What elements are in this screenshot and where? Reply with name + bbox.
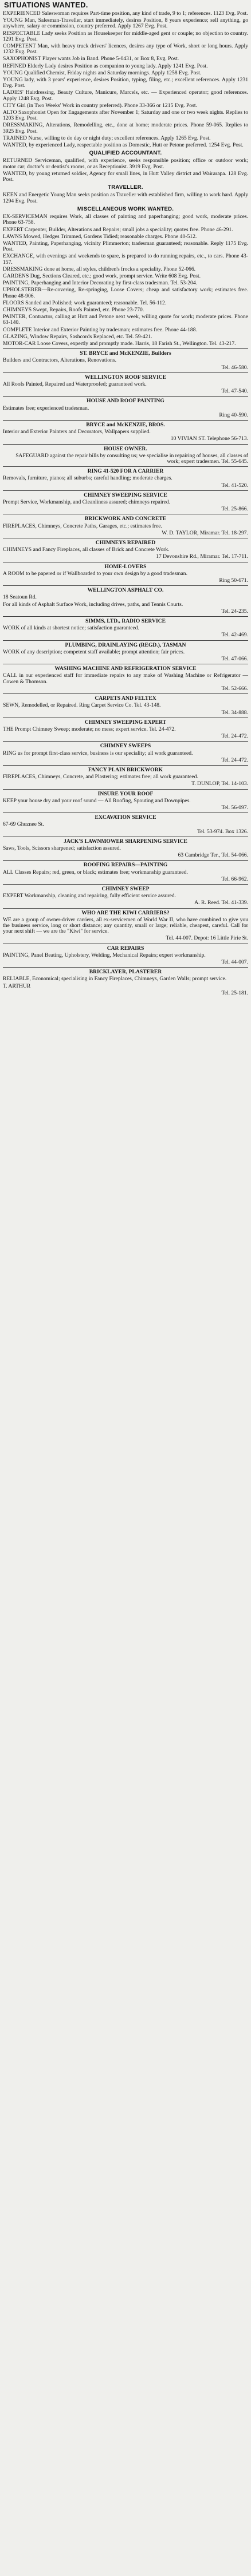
classified-ad: KEEN and Energetic Young Man seeks position as Traveller with established firm, willing to work hard. Apply 1294 Evg. Post.	[3, 192, 248, 204]
trade-title: CHIMNEY SWEEPING SERVICE	[84, 492, 167, 498]
trade-line: RING us for prompt first-class service, business is our speciality; all work guaranteed.	[3, 750, 193, 756]
trade-title: CHIMNEY SWEEPING EXPERT	[84, 719, 167, 726]
classified-ad: GARDENS Dug, Sections Cleared, etc.; good work, prompt service. Write 608 Evg. Post.	[3, 272, 201, 279]
trade-line: A ROOM to be papered or if Wallboarded to your own design by a good tradesman.	[3, 570, 187, 577]
trade-notice	[3, 562, 248, 584]
trade-line: Tel. 41-520.	[221, 482, 248, 489]
trade-notice	[3, 718, 248, 740]
divider	[3, 444, 248, 445]
trade-notice	[3, 396, 248, 418]
trade-line: 18 Seatoun Rd.	[3, 594, 37, 601]
classified-ad: CITY Girl (in Two Weeks' Work in country preferred). Phone 33-366 or 1215 Evg. Post.	[3, 102, 197, 109]
trade-notice	[3, 837, 248, 859]
trade-title: WELLINGTON ROOF SERVICE	[85, 374, 166, 381]
trade-line: EXPERT Workmanship, cleaning and repairing, fully efficient service assured.	[3, 893, 177, 899]
trade-line: ALL Classes Repairs; red, green, or black; estimates free; workmanship guaranteed.	[3, 869, 188, 875]
classified-ad: DRESSMAKING, Alterations, Remodelling, etc., done at home; moderate prices. Phone 59-065. Replies to 3925 Evg. Post.	[3, 122, 248, 134]
trade-title: EXCAVATION SERVICE	[95, 814, 156, 821]
classified-ad: YOUNG lady, with 3 years' experience, desires Position, typing, filing, etc.; excellent references. Apply 1231 Evg. Post.	[3, 77, 248, 89]
trade-title: RING 41-520 FOR A CARRIER	[87, 468, 164, 475]
classified-ad: ALTO Saxophonist Open for Engagements after November 1; Saturday and one or two week nights. Replies to 1203 Evg. Post.	[3, 109, 248, 122]
trade-notice	[3, 693, 248, 716]
trade-line: Tel. 47-540.	[221, 388, 248, 395]
page-title: SITUATIONS WANTED.	[4, 1, 88, 9]
divider	[3, 741, 248, 742]
trade-title: HOME-LOVERS	[104, 563, 147, 570]
trade-notice	[3, 490, 248, 513]
classified-ad: WANTED, by experienced Lady, respectable position as Domestic, Hutt or Petone preferred. 1254 Evg. Post.	[3, 142, 244, 149]
trade-notice	[3, 585, 248, 615]
trade-title: HOUSE OWNER.	[104, 445, 147, 452]
classified-ad: TRAINED Nurse, willing to do day or night duty; excellent references. Apply 1265 Evg. Post.	[3, 134, 211, 141]
divider	[3, 490, 248, 491]
trade-title: PLUMBING, DRAINLAYING (REGD.), TASMAN	[65, 641, 186, 648]
trade-title: CHIMNEY SWEEP	[101, 885, 150, 892]
trade-line: All Roofs Painted, Repaired and Waterproofed; guaranteed work.	[3, 381, 147, 387]
trades-list	[3, 348, 248, 996]
trade-line: FIREPLACES, Chimneys, Concrete Paths, Garages, etc.; estimates free.	[3, 522, 162, 529]
trade-title: CHIMNEYS REPAIRED	[95, 540, 156, 546]
trade-line: 10 VIVIAN ST. Telephone 56-713.	[170, 435, 248, 442]
trade-line: CALL in our experienced staff for immediate repairs to any make of Washing Machine or Refrigerator — Cowen & Thomson.	[3, 672, 248, 685]
trade-line: T. DUNLOP, Tel. 14-103.	[191, 780, 248, 787]
divider	[3, 466, 248, 467]
divider	[3, 693, 248, 694]
trade-notice	[3, 372, 248, 395]
trade-line: Tel. 42-469.	[221, 632, 248, 639]
trade-title: WHO ARE THE KIWI CARRIERS?	[81, 909, 170, 916]
classified-ad: MOTOR-CAR Loose Covers, expertly and promptly made. Harris, 18 Farish St., Wellington. Tel. 43-217.	[3, 340, 236, 347]
trade-title: JACK'S LAWNMOWER SHARPENING SERVICE	[64, 838, 187, 845]
trade-title: WASHING MACHINE AND REFRIGERATION SERVICE	[54, 665, 197, 672]
trade-line: SAFEGUARD against the repair bills by consulting us; we specialise in repairing of houses, all classes of work; expert tradesmen. Tel. 55-645.	[15, 452, 248, 465]
classified-ad: PAINTER, Contractor, calling at Hutt and Petone next week, willing quote for work; moderate prices. Phone 63-140.	[3, 314, 248, 326]
trade-title: HOUSE AND ROOF PAINTING	[87, 398, 164, 405]
divider	[3, 860, 248, 861]
divider	[3, 640, 248, 641]
trade-notice	[3, 967, 248, 996]
trade-line: WORK of any description; competent staff available; prompt attention; fair prices.	[3, 648, 185, 655]
trade-title: BRICKLAYER, PLASTERER	[89, 969, 162, 976]
trade-notice	[3, 640, 248, 663]
trade-title: BRYCE and McKENZIE, BROS.	[86, 421, 165, 428]
classified-ad: PAINTING, Paperhanging and Interior Decorating by first-class tradesman. Tel. 53-204.	[3, 280, 198, 287]
classified-ad: WANTED, Painting, Paperhanging, vicinity Plimmerton; tradesman guaranteed; reasonable. Reply 1175 Evg. Post.	[3, 240, 248, 253]
trade-line: Tel. 56-097.	[221, 804, 248, 811]
trade-line: Tel. 47-066.	[221, 656, 248, 663]
trade-line: Tel. 53-974. Box 1326.	[197, 828, 248, 835]
classified-ad: FLOORS Sanded and Polished; work guaranteed; reasonable. Tel. 56-112.	[3, 299, 167, 306]
trade-line: Prompt Service, Workmanship, and Cleanliness assured; chimneys repaired.	[3, 499, 171, 506]
trade-title: SIMMS, LTD., RADIO SERVICE	[85, 618, 166, 625]
trade-line: A. R. Reed. Tel. 41-339.	[194, 899, 248, 906]
classified-ad: GLAZING, Window Repairs, Sashcords Replaced, etc. Tel. 59-421.	[3, 333, 152, 340]
trade-line: 63 Cambridge Ter., Tel. 54-066.	[178, 852, 248, 859]
trade-line: Tel. 44-007. Depot: 16 Little Pirie St.	[166, 935, 248, 942]
section-heading: TRAVELLER.	[108, 184, 143, 191]
classified-ad: DRESSMAKING done at home, all styles, children's frocks a speciality. Phone 52-066.	[3, 265, 196, 272]
trade-notice	[3, 538, 248, 560]
trade-notice	[3, 348, 248, 371]
divider	[3, 616, 248, 617]
trade-notice	[3, 616, 248, 639]
trade-title: ST. BRYCE and McKENZIE, Builders	[80, 350, 171, 357]
section-heading: MISCELLANEOUS WORK WANTED.	[77, 205, 174, 212]
classified-ad: RESPECTABLE Lady seeks Position as Housekeeper for middle-aged gent or couple; no objection to country. 1291 Evg. Post.	[3, 30, 248, 42]
classified-ad: EX-SERVICEMAN requires Work, all classes of painting and paperhanging; good work, moderate prices. Phone 63-758.	[3, 213, 248, 226]
trade-notice	[3, 884, 248, 906]
trade-notice	[3, 908, 248, 942]
divider	[3, 765, 248, 766]
divider	[3, 789, 248, 790]
trade-line: Saws, Tools, Scissors sharpened; satisfaction assured.	[3, 845, 121, 851]
trade-title: BRICKWORK AND CONCRETE	[84, 516, 167, 522]
trade-line: For all kinds of Asphalt Surface Work, including drives, paths, and Tennis Courts.	[3, 601, 183, 608]
classified-ad: CHIMNEYS Swept, Repairs, Roofs Painted, etc. Phone 23-770.	[3, 306, 144, 313]
classified-ad: LADIES' Hairdressing, Beauty Culture, Manicure, Marcels, etc. — Experienced operator; good references. Apply 1248 Evg. Post.	[3, 89, 248, 102]
trade-line: T. ARTHUR	[3, 982, 31, 989]
trade-line: Tel. 46-580.	[221, 364, 248, 371]
trade-notice	[3, 664, 248, 692]
classified-ad: EXCHANGE, with evenings and weekends to spare, is prepared to do running repairs, etc., to cars. Phone 43-157.	[3, 253, 248, 265]
trade-title: CAR REPAIRS	[107, 945, 144, 952]
classified-ad: COMPETENT Man, with heavy truck drivers' licences, desires any type of Work, short or long hours. Apply 1232 Evg. Post.	[3, 43, 248, 56]
classified-ad: EXPERIENCED Saleswoman requires Part-time position, any kind of trade, 9 to 1; references. 1123 Evg. Post.	[3, 10, 248, 17]
classified-ad: RETURNED Serviceman, qualified, with experience, seeks responsible position; office or outdoor work; motor car; doctor's or dentist's rooms, or as Receptionist. 3919 Evg. Post.	[3, 157, 248, 170]
classifieds-column	[0, 0, 251, 996]
trade-line: FIREPLACES, Chimneys, Concrete, and Plastering; estimates free; all work guaranteed.	[3, 774, 198, 780]
trade-title: CARPETS AND FELTEX	[95, 695, 156, 702]
classified-ad: REFINED Elderly Lady desires Position as companion to young lady. Apply 1241 Evg. Post.	[3, 62, 208, 69]
trade-line: Tel. 24-235.	[221, 608, 248, 615]
trade-notice	[3, 944, 248, 966]
trade-line: PAINTING, Panel Beating, Upholstery, Welding, Mechanical Repairs; expert workmanship.	[3, 952, 206, 958]
classified-ad: YOUNG Man, Salesman-Traveller, start immediately, desires Position, 8 years experience; sell anything, go anywhere, salary or commission, country preferred. Apply 1267 Evg. Post.	[3, 17, 248, 30]
trade-line: Builders and Contractors, Alterations, Renovations.	[3, 357, 116, 364]
divider	[3, 420, 248, 421]
trade-line: KEEP your house dry and your roof sound — All Roofing, Spouting and Downpipes.	[3, 797, 191, 804]
trade-line: Estimates free; experienced tradesman.	[3, 405, 89, 411]
trade-line: WE are a group of owner-driver carriers, all ex-servicemen of World War II, who have combined to give you the business service, long or short distance; any quantity, small or large; reliable, cheapest, careful. Call for your next shift — we are the "Kiwi" for service.	[3, 916, 248, 935]
trade-title: CHIMNEY SWEEPS	[100, 743, 151, 750]
trade-line: Tel. 34-888.	[221, 709, 248, 716]
trade-line: RELIABLE, Economical; specialising in Fancy Fireplaces, Chimneys, Garden Walls; prompt service.	[3, 976, 227, 982]
trade-line: CHIMNEYS and Fancy Fireplaces, all classes of Brick and Concrete Work.	[3, 546, 170, 553]
trade-line: Tel. 52-666.	[221, 685, 248, 692]
divider	[3, 585, 248, 586]
trade-title: ROOFING REPAIRS—PAINTING	[83, 862, 168, 869]
divider	[3, 372, 248, 373]
trade-line: Tel. 66-962.	[221, 875, 248, 882]
trade-notice	[3, 444, 248, 465]
trade-notice	[3, 789, 248, 811]
trade-line: W. D. TAYLOR, Miramar. Tel. 18-297.	[162, 529, 248, 536]
divider	[3, 396, 248, 397]
classified-ad: COMPLETE Interior and Exterior Painting by tradesman; estimates free. Phone 44-188.	[3, 326, 197, 333]
trade-notice	[3, 514, 248, 536]
trade-title: WELLINGTON ASPHALT CO.	[87, 587, 164, 594]
trade-notice	[3, 860, 248, 882]
classified-ad: WANTED, by young returned soldier, Agency for small lines, in Hutt Valley district and Wairarapa. 128 Evg. Post.	[3, 170, 248, 183]
divider	[3, 908, 248, 909]
trade-line: Ring 40-590.	[219, 411, 248, 418]
trade-line: Removals, furniture, pianos; all suburbs; careful handling; moderate charges.	[3, 475, 172, 482]
trade-line: Tel. 44-007.	[221, 959, 248, 965]
trade-line: THE Prompt Chimney Sweep; moderate; no mess; expert service. Tel. 24-472.	[3, 726, 176, 732]
trade-line: Interior and Exterior Painters and Decorators, Wallpapers supplied.	[3, 429, 151, 435]
trade-line: 67-69 Ghuznee St.	[3, 821, 44, 828]
trade-notice	[3, 420, 248, 442]
classified-ad: UPHOLSTERER—Re-covering, Re-springing, Loose Covers; cheap and satisfactory work; estimates free. Phone 48-906.	[3, 287, 248, 299]
trade-notice	[3, 741, 248, 763]
divider	[3, 348, 248, 349]
classified-ad: EXPERT Carpenter, Builder, Alterations and Repairs; small jobs a speciality; quotes free. Phone 46-291.	[3, 226, 233, 233]
section-heading: QUALIFIED ACCOUNTANT.	[89, 150, 162, 157]
trade-title: INSURE YOUR ROOF	[97, 790, 154, 797]
classified-ad: LAWNS Mowed, Hedges Trimmed, Gardens Tidied; reasonable charges. Phone 40-512.	[3, 233, 197, 240]
divider	[3, 967, 248, 968]
trade-line: WORK of all kinds at shortest notice; satisfaction guaranteed.	[3, 625, 139, 632]
trade-line: Tel. 24-472.	[221, 733, 248, 740]
classified-ad: SAXOPHONIST Player wants Job in Band. Phone 5-0431, or Box 8, Evg. Post.	[3, 56, 179, 62]
trade-line: Tel. 24-472.	[221, 756, 248, 763]
classified-ad: YOUNG Qualified Chemist, Friday nights and Saturday mornings. Apply 1258 Evg. Post.	[3, 69, 202, 76]
trade-line: Ring 50-671.	[219, 577, 248, 584]
trade-notice	[3, 813, 248, 835]
trade-line: Tel. 25-866.	[221, 506, 248, 513]
trade-line: 17 Devonshire Rd., Miramar. Tel. 17-711.	[156, 553, 248, 560]
ads-list	[3, 11, 248, 347]
trade-line: Tel. 25-181.	[221, 989, 248, 996]
trade-notice	[3, 765, 248, 787]
divider	[3, 884, 248, 885]
trade-line: SEWN, Remodelled, or Repaired. Ring Carpet Service Co. Tel. 43-148.	[3, 702, 161, 709]
trade-title: FANCY PLAIN BRICKWORK	[88, 766, 163, 773]
trade-notice	[3, 466, 248, 489]
